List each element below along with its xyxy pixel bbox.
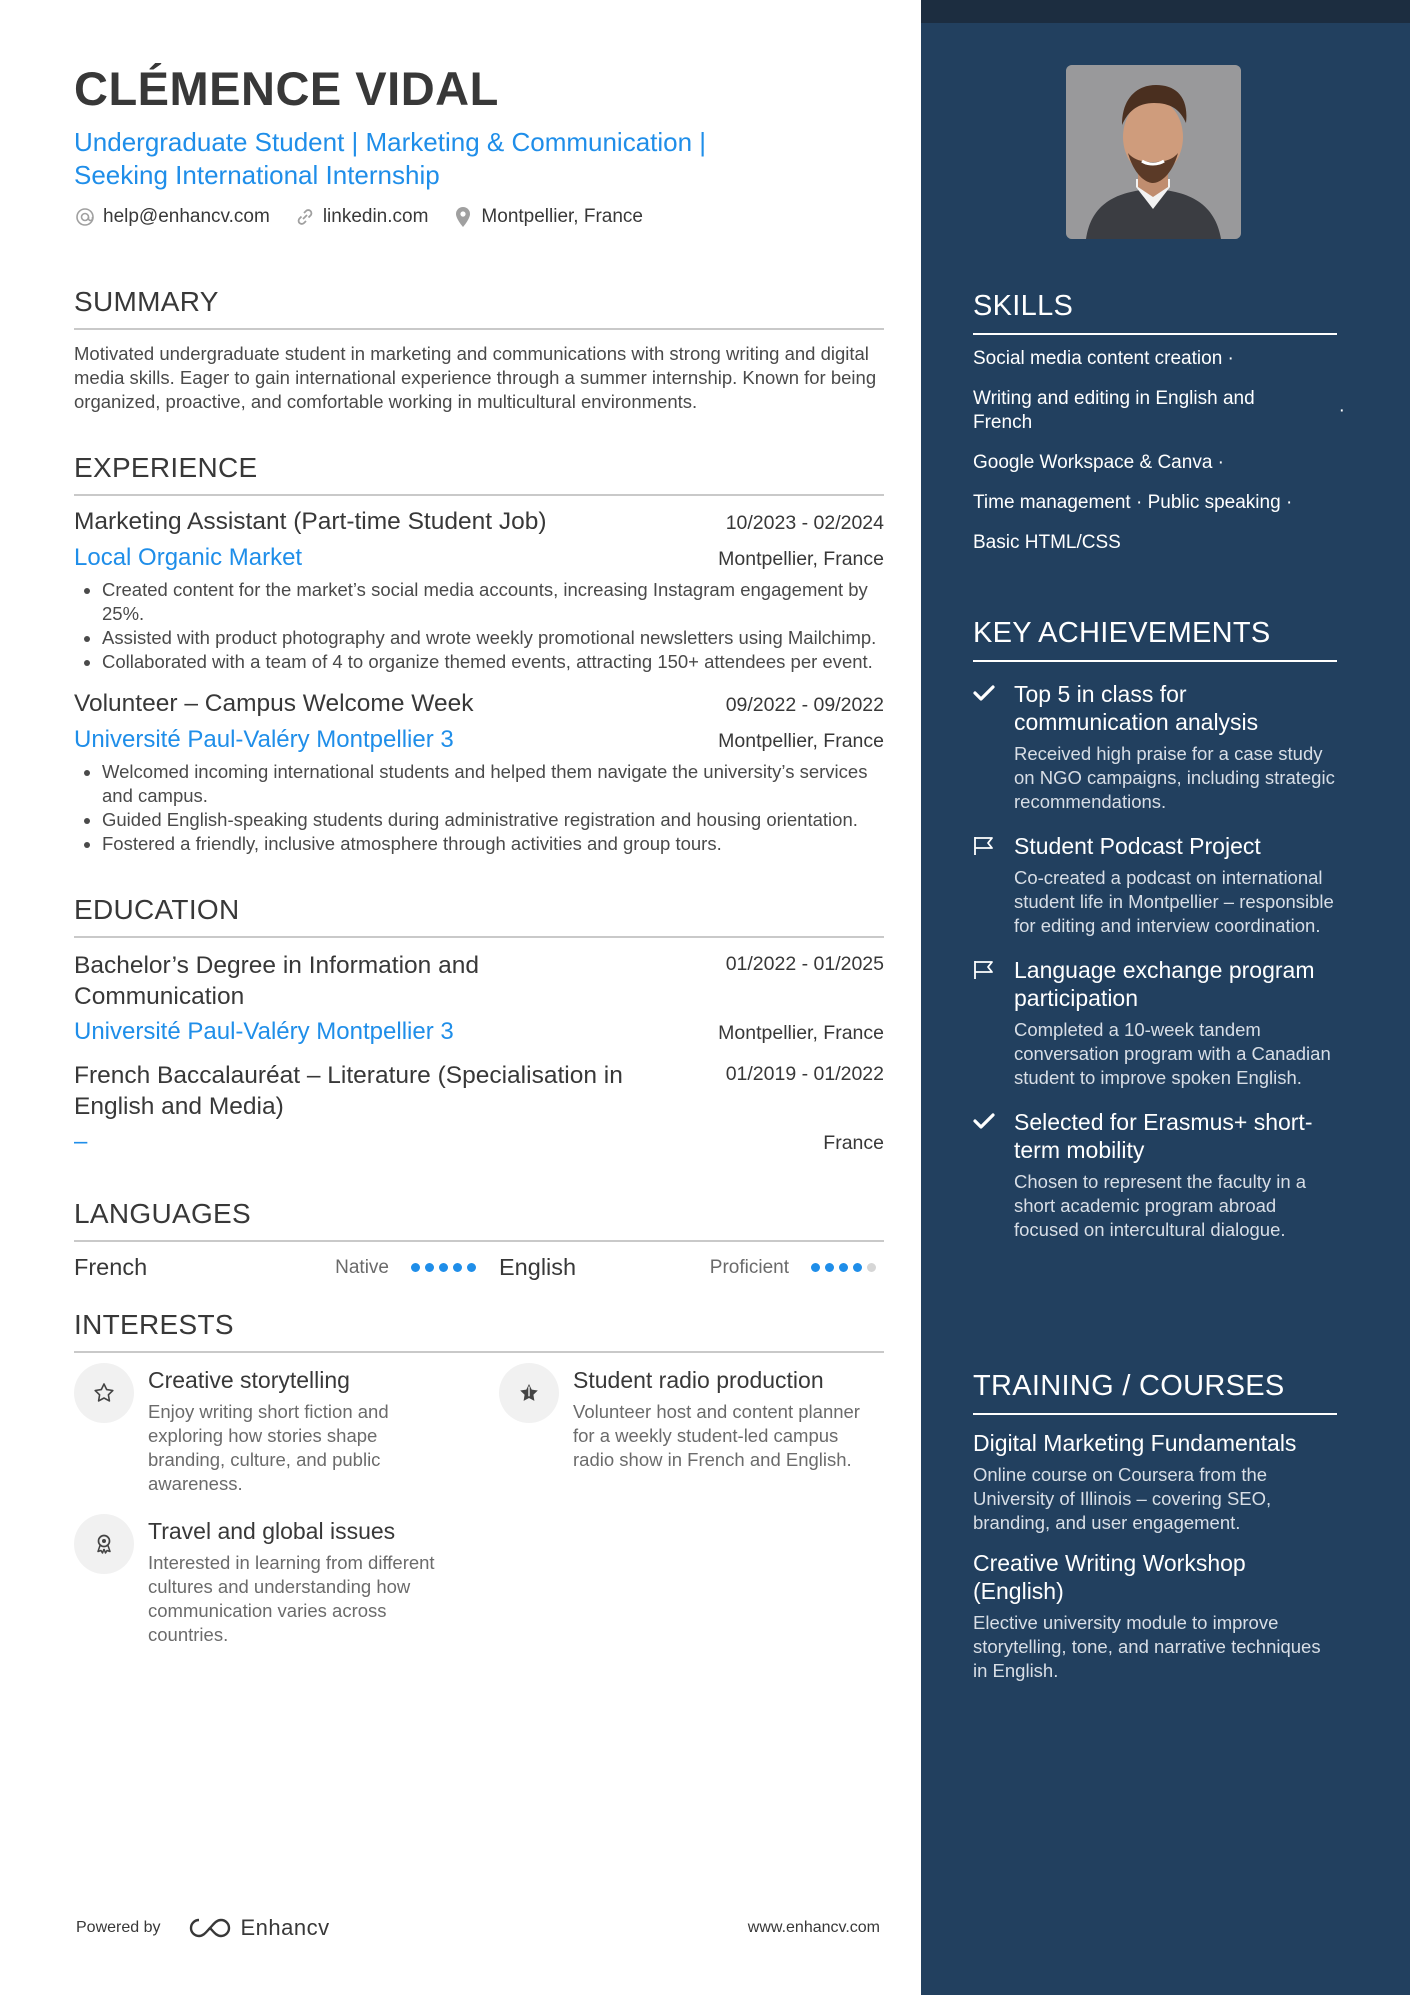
interest-title: Creative storytelling: [148, 1367, 350, 1393]
education-section: [74, 894, 884, 1156]
bullet-item: • Created content for the market’s social media accounts, increasing Instagram engagement by 25%.: [102, 578, 884, 626]
language-rating: [411, 1263, 476, 1272]
edu-dates: 01/2022 - 01/2025: [725, 953, 884, 975]
rating-dot-filled: [439, 1263, 448, 1272]
achievement-item: [973, 832, 1337, 938]
job-dates: 10/2023 - 02/2024: [725, 512, 884, 534]
skill-row: [973, 451, 1337, 475]
location-contact: [452, 206, 643, 228]
check-icon: [973, 684, 995, 814]
achievement-title: Top 5 in class for communication analysis: [1014, 681, 1259, 735]
at-icon: [74, 206, 96, 228]
interests-grid: [74, 1363, 884, 1647]
interest-item: [74, 1363, 499, 1496]
experience-title: EXPERIENCE: [74, 452, 884, 496]
interests-section: [74, 1309, 884, 1647]
bullet-item: • Fostered a friendly, inclusive atmosphere through activities and group tours.: [102, 832, 884, 856]
rating-dot-filled: [425, 1263, 434, 1272]
footer: [76, 1915, 880, 1941]
education-entry: [74, 1060, 884, 1156]
languages-list: [74, 1254, 884, 1281]
interest-item: [74, 1514, 499, 1647]
course-desc: Elective university module to improve storytelling, tone, and narrative techniques in English.: [973, 1612, 1321, 1681]
star-icon: [74, 1363, 134, 1423]
skill-separator: ·: [1338, 400, 1345, 421]
bullet-item: • Guided English-speaking students during administrative registration and housing orientation.: [102, 808, 884, 832]
brand-name: Enhancv: [240, 1915, 330, 1940]
language-item: [499, 1254, 884, 1281]
job-entry: [74, 690, 884, 856]
achievement-item: [973, 956, 1337, 1090]
link-icon: [294, 206, 316, 228]
skill-row: [973, 387, 1345, 435]
headline: [74, 126, 834, 192]
job-company[interactable]: Local Organic Market: [74, 544, 303, 571]
rating-dot-filled: [825, 1263, 834, 1272]
bullet-item: • Assisted with product photography and wrote weekly promotional newsletters using Mailchimp.: [102, 626, 884, 650]
interest-item: [499, 1363, 884, 1496]
interests-title: INTERESTS: [74, 1309, 884, 1353]
achievement-title: Student Podcast Project: [1014, 833, 1261, 859]
sidebar-top-bar: [921, 0, 1410, 23]
achievement-item: [973, 680, 1337, 814]
course-item: [973, 1549, 1337, 1683]
interest-desc: Volunteer host and content planner for a weekly student-led campus radio show in French and English.: [573, 1401, 860, 1470]
interest-desc: Interested in learning from different cultures and understanding how communication varies across countries.: [148, 1552, 435, 1645]
rating-dot-filled: [453, 1263, 462, 1272]
email-text: help@enhancv.com: [103, 206, 270, 227]
summary-section: [74, 286, 884, 414]
job-entry: [74, 508, 884, 674]
language-item: [74, 1254, 499, 1281]
headline-line-1: Undergraduate Student | Marketing & Communication |: [74, 127, 707, 157]
star-outline-icon: [499, 1363, 559, 1423]
summary-title: SUMMARY: [74, 286, 884, 330]
powered-by: [76, 1915, 330, 1941]
experience-section: [74, 452, 884, 856]
degree-title: Bachelor’s Degree in Information and Communication: [74, 952, 479, 1010]
brand-logo[interactable]: [187, 1915, 330, 1941]
achievement-desc: Co-created a podcast on international student life in Montpellier – responsible for editing and interview coordination.: [1014, 867, 1334, 936]
course-title: Digital Marketing Fundamentals: [973, 1430, 1297, 1456]
achievement-item: [973, 1108, 1337, 1242]
skill-row: [973, 347, 1337, 371]
website-link[interactable]: www.enhancv.com: [747, 1919, 880, 1936]
job-bullets: [74, 578, 884, 674]
job-company[interactable]: Université Paul-Valéry Montpellier 3: [74, 726, 454, 753]
edu-dates: 01/2019 - 01/2022: [725, 1063, 884, 1085]
language-name: English: [499, 1254, 577, 1280]
job-bullets: [74, 760, 884, 856]
training-title: TRAINING / COURSES: [973, 1370, 1337, 1415]
language-name: French: [74, 1254, 148, 1280]
rating-dot-empty: [867, 1263, 876, 1272]
rating-dot-filled: [467, 1263, 476, 1272]
school-name: –: [74, 1128, 88, 1155]
skill-text: Basic HTML/CSS: [973, 532, 1121, 553]
job-title: Marketing Assistant (Part-time Student Job): [74, 508, 547, 535]
languages-section: [74, 1198, 884, 1281]
flag-icon: [973, 836, 995, 938]
job-dates: 09/2022 - 09/2022: [725, 694, 884, 716]
bullet-item: • Welcomed incoming international students and helped them navigate the university’s services and campus.: [102, 760, 884, 808]
summary-text: Motivated undergraduate student in marketing and communications with strong writing and digital media skills. Eager to gain international experience through a summer internship. Known for being organized, proactive, and comfortable working in multicultural environments.: [74, 343, 877, 412]
job-title: Volunteer – Campus Welcome Week: [74, 690, 474, 717]
skill-text: Social media content creation ·: [973, 348, 1234, 369]
award-icon: [74, 1514, 134, 1574]
linkedin-text: linkedin.com: [322, 206, 429, 227]
degree-title: French Baccalauréat – Literature (Specialisation in English and Media): [74, 1062, 623, 1120]
achievement-title: Selected for Erasmus+ short-term mobility: [1014, 1109, 1313, 1163]
interest-title: Travel and global issues: [148, 1518, 396, 1544]
skills-section: [973, 290, 1345, 571]
achievement-desc: Chosen to represent the faculty in a short academic program abroad focused on intercultural dialogue.: [1014, 1171, 1307, 1240]
job-location: Montpellier, France: [718, 548, 884, 570]
skill-text: Time management · Public speaking ·: [973, 492, 1293, 513]
rating-dot-filled: [853, 1263, 862, 1272]
achievement-desc: Completed a 10-week tandem conversation program with a Canadian student to improve spoken English.: [1014, 1019, 1331, 1088]
location-text: Montpellier, France: [481, 206, 643, 227]
location-pin-icon: [452, 206, 474, 228]
language-level: Native: [335, 1256, 389, 1278]
linkedin-contact[interactable]: [294, 206, 429, 228]
edu-location: France: [823, 1132, 884, 1154]
rating-dot-filled: [411, 1263, 420, 1272]
course-desc: Online course on Coursera from the University of Illinois – covering SEO, branding, and user engagement.: [973, 1464, 1272, 1533]
interest-desc: Enjoy writing short fiction and exploring how stories shape branding, culture, and public awareness.: [148, 1401, 389, 1494]
skill-row: [973, 531, 1337, 555]
candidate-name: CLÉMENCE VIDAL: [74, 62, 499, 115]
languages-title: LANGUAGES: [74, 1198, 884, 1242]
powered-by-text: Powered by: [76, 1919, 161, 1936]
skills-title: SKILLS: [973, 290, 1337, 335]
skills-list: [973, 347, 1345, 555]
check-icon: [973, 1112, 995, 1242]
profile-photo: [1066, 65, 1241, 239]
achievement-title: Language exchange program participation: [1014, 957, 1315, 1011]
skill-text: Google Workspace & Canva ·: [973, 452, 1224, 473]
achievements-title: KEY ACHIEVEMENTS: [973, 617, 1337, 662]
interest-title: Student radio production: [573, 1367, 824, 1393]
training-section: [973, 1370, 1337, 1683]
contact-info: [74, 206, 921, 228]
headline-line-2: Seeking International Internship: [74, 160, 440, 190]
edu-location: Montpellier, France: [718, 1022, 884, 1044]
rating-dot-filled: [811, 1263, 820, 1272]
rating-dot-filled: [839, 1263, 848, 1272]
bullet-item: • Collaborated with a team of 4 to organize themed events, attracting 150+ attendees per event.: [102, 650, 884, 674]
education-entry: [74, 950, 884, 1046]
language-level: Proficient: [709, 1256, 789, 1278]
education-title: EDUCATION: [74, 894, 884, 938]
achievements-section: [973, 617, 1337, 1242]
course-item: [973, 1429, 1337, 1535]
language-rating: [811, 1263, 876, 1272]
skill-text: Writing and editing in English and French: [973, 388, 1255, 433]
job-location: Montpellier, France: [718, 730, 884, 752]
course-title: Creative Writing Workshop (English): [973, 1550, 1246, 1604]
skill-row: [973, 491, 1337, 515]
achievement-desc: Received high praise for a case study on NGO campaigns, including strategic recommendations.: [1014, 743, 1335, 812]
enhancv-logo-icon: [187, 1916, 233, 1940]
email-contact[interactable]: [74, 206, 270, 228]
school-name[interactable]: Université Paul-Valéry Montpellier 3: [74, 1018, 454, 1045]
flag-icon: [973, 960, 995, 1090]
